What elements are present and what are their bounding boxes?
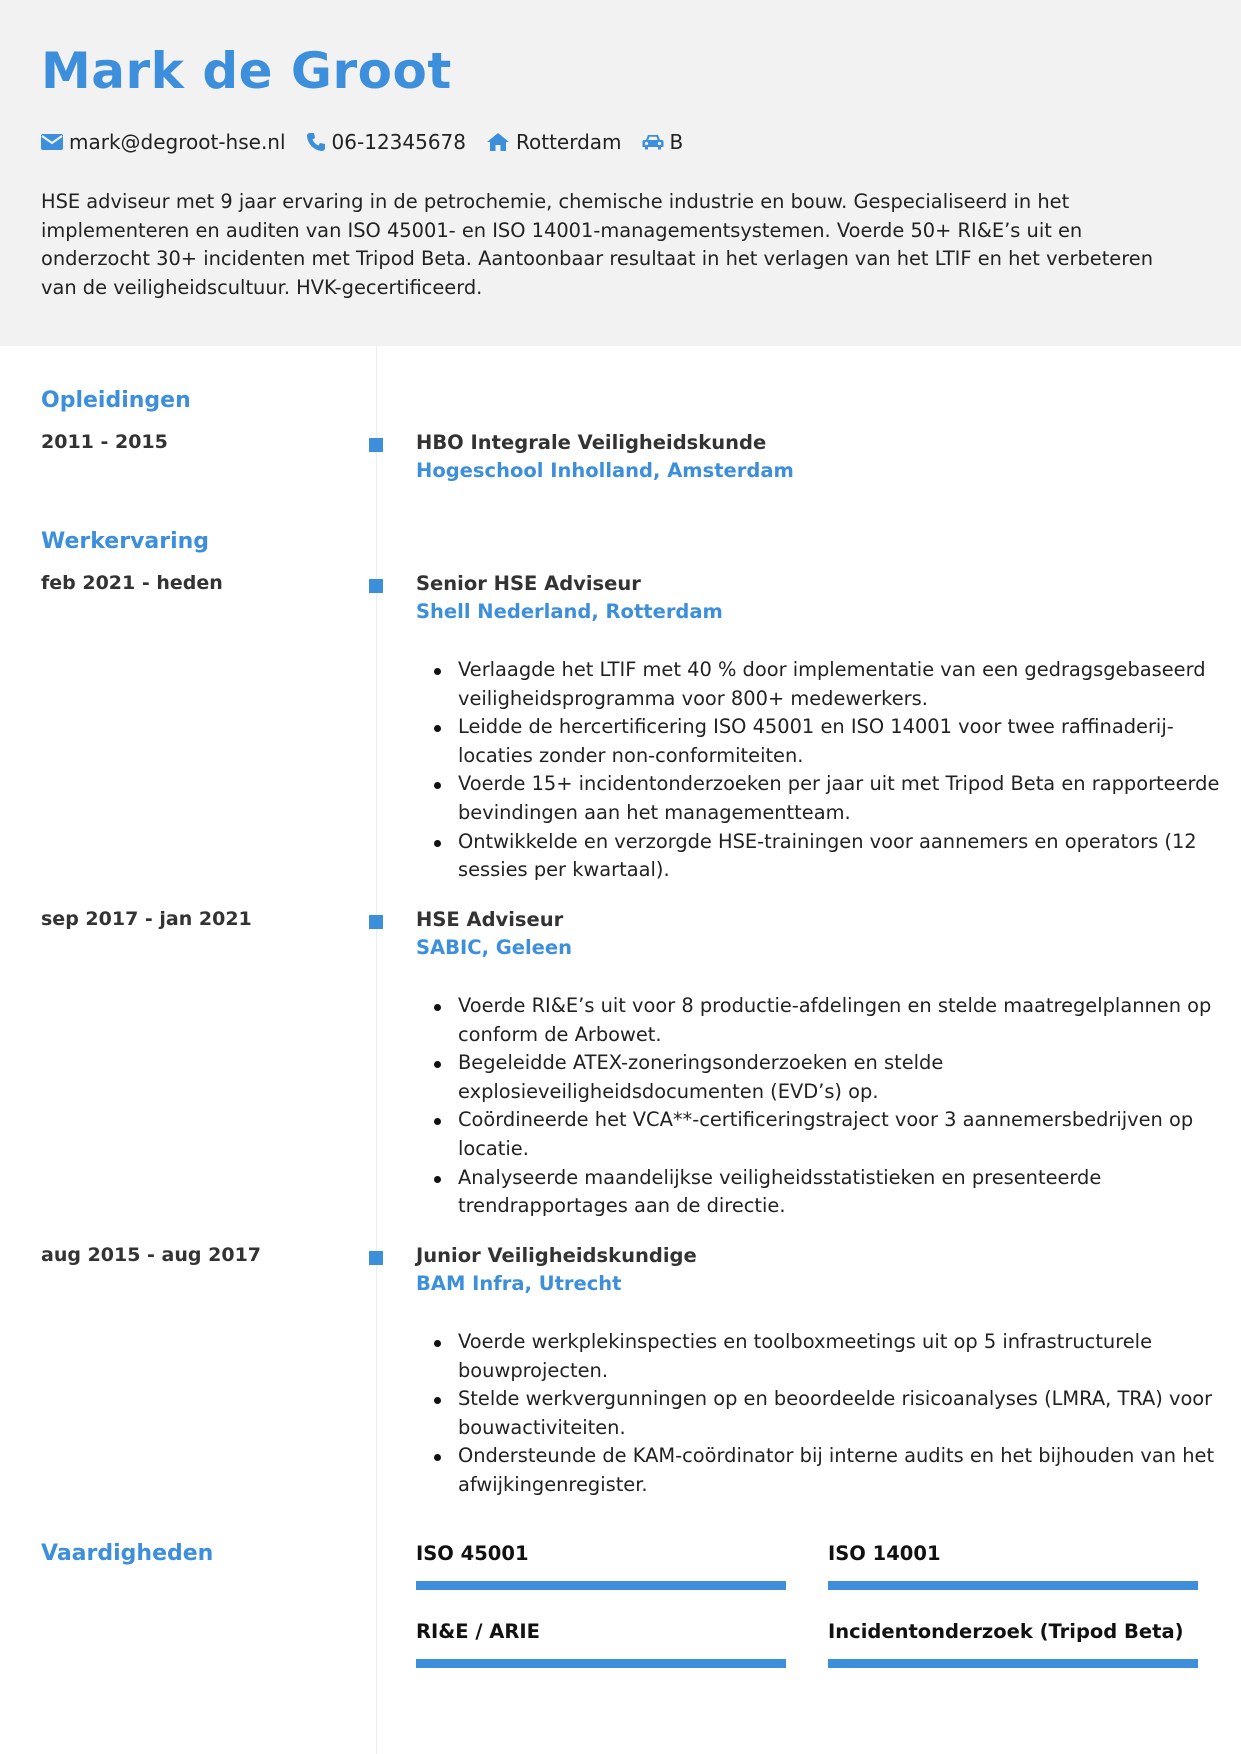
skill-bar-fill <box>416 1659 786 1668</box>
city-text: Rotterdam <box>516 130 622 154</box>
job-company: SABIC, Geleen <box>416 936 573 959</box>
job-role: Senior HSE Adviseur <box>416 572 641 595</box>
list-item: Analyseerde maandelijkse veiligheidsstatistieken en presenteerde trendrapportages aan de directie. <box>458 1164 1241 1221</box>
job-achievements <box>416 656 1241 885</box>
job-achievements <box>416 992 1241 1221</box>
license-text: B <box>669 130 684 154</box>
skill-bar-fill <box>828 1659 1198 1668</box>
skill-label: Incidentonderzoek (Tripod Beta) <box>828 1620 1184 1643</box>
contact-license <box>642 130 684 154</box>
education-section-title: Opleidingen <box>41 388 191 413</box>
timeline-marker <box>369 438 383 452</box>
envelope-icon <box>41 134 63 150</box>
list-item: Verlaagde het LTIF met 40 % door implementatie van een gedragsgebaseerd veiligheidsprogramma voor 800+ medewerkers. <box>458 656 1241 713</box>
candidate-name: Mark de Groot <box>41 42 452 100</box>
email-text: mark@degroot-hse.nl <box>69 130 286 154</box>
job-role: HSE Adviseur <box>416 908 564 931</box>
skill-bar <box>416 1659 786 1668</box>
list-item: Ondersteunde de KAM-coördinator bij interne audits en het bijhouden van het afwijkingenregister. <box>458 1442 1241 1499</box>
list-item: Leidde de hercertificering ISO 45001 en ISO 14001 voor twee raffinaderij-locaties zonder non-conformiteiten. <box>458 713 1241 770</box>
job-date: sep 2017 - jan 2021 <box>41 908 252 930</box>
job-role: Junior Veiligheidskundige <box>416 1244 697 1267</box>
skill-bar-fill <box>416 1581 786 1590</box>
skill-bar <box>828 1581 1198 1590</box>
skill-label: ISO 45001 <box>416 1542 529 1565</box>
list-item: Stelde werkvergunningen op en beoordeelde risicoanalyses (LMRA, TRA) voor bouwactiviteiten. <box>458 1385 1241 1442</box>
job-date: feb 2021 - heden <box>41 572 223 594</box>
skill-bar <box>416 1581 786 1590</box>
experience-section-title: Werkervaring <box>41 529 210 554</box>
phone-text: 06-12345678 <box>331 130 467 154</box>
skill-bar-fill <box>828 1581 1198 1590</box>
education-degree: HBO Integrale Veiligheidskunde <box>416 431 767 454</box>
skill-bar <box>828 1659 1198 1668</box>
timeline-marker <box>369 1251 383 1265</box>
skill-label: ISO 14001 <box>828 1542 941 1565</box>
list-item: Coördineerde het VCA**-certificeringstraject voor 3 aannemersbedrijven op locatie. <box>458 1106 1241 1163</box>
header <box>0 0 1241 346</box>
list-item: Voerde 15+ incidentonderzoeken per jaar uit met Tripod Beta en rapporteerde bevindingen aan het managementteam. <box>458 770 1241 827</box>
list-item: Voerde werkplekinspecties en toolboxmeetings uit op 5 infrastructurele bouwprojecten. <box>458 1328 1241 1385</box>
list-item: Ontwikkelde en verzorgde HSE-trainingen voor aannemers en operators (12 sessies per kwartaal). <box>458 828 1241 885</box>
job-date: aug 2015 - aug 2017 <box>41 1244 262 1266</box>
job-company: Shell Nederland, Rotterdam <box>416 600 723 623</box>
phone-icon <box>306 132 326 152</box>
job-company: BAM Infra, Utrecht <box>416 1272 622 1295</box>
contact-email[interactable] <box>41 130 286 154</box>
job-achievements <box>416 1328 1241 1500</box>
education-school: Hogeschool Inholland, Amsterdam <box>416 459 794 482</box>
car-icon <box>642 133 664 151</box>
contact-row <box>41 128 703 156</box>
list-item: Begeleidde ATEX-zoneringsonderzoeken en stelde explosieveiligheidsdocumenten (EVD’s) op. <box>458 1049 1241 1106</box>
education-date: 2011 - 2015 <box>41 431 168 453</box>
timeline-marker <box>369 579 383 593</box>
skills-section-title: Vaardigheden <box>41 1541 214 1566</box>
contact-city <box>486 130 622 154</box>
contact-phone[interactable] <box>306 130 466 154</box>
profile-summary: HSE adviseur met 9 jaar ervaring in de petrochemie, chemische industrie en bouw. Gespecialiseerd in het implementeren en auditen van ISO 45001- en ISO 14001-managementsystemen. Voerde 50+ RI&E’s uit en onderzocht 30+ incidenten met Tripod Beta. Aantoonbaar resultaat in het verlagen van het LTIF en het verbeteren van de veiligheidscultuur. HVK-gecertificeerd. <box>41 190 1153 299</box>
list-item: Voerde RI&E’s uit voor 8 productie-afdelingen en stelde maatregelplannen op conform de Arbowet. <box>458 992 1241 1049</box>
skill-label: RI&E / ARIE <box>416 1620 540 1643</box>
timeline-divider <box>376 346 377 1754</box>
home-icon <box>486 132 510 152</box>
timeline-marker <box>369 915 383 929</box>
